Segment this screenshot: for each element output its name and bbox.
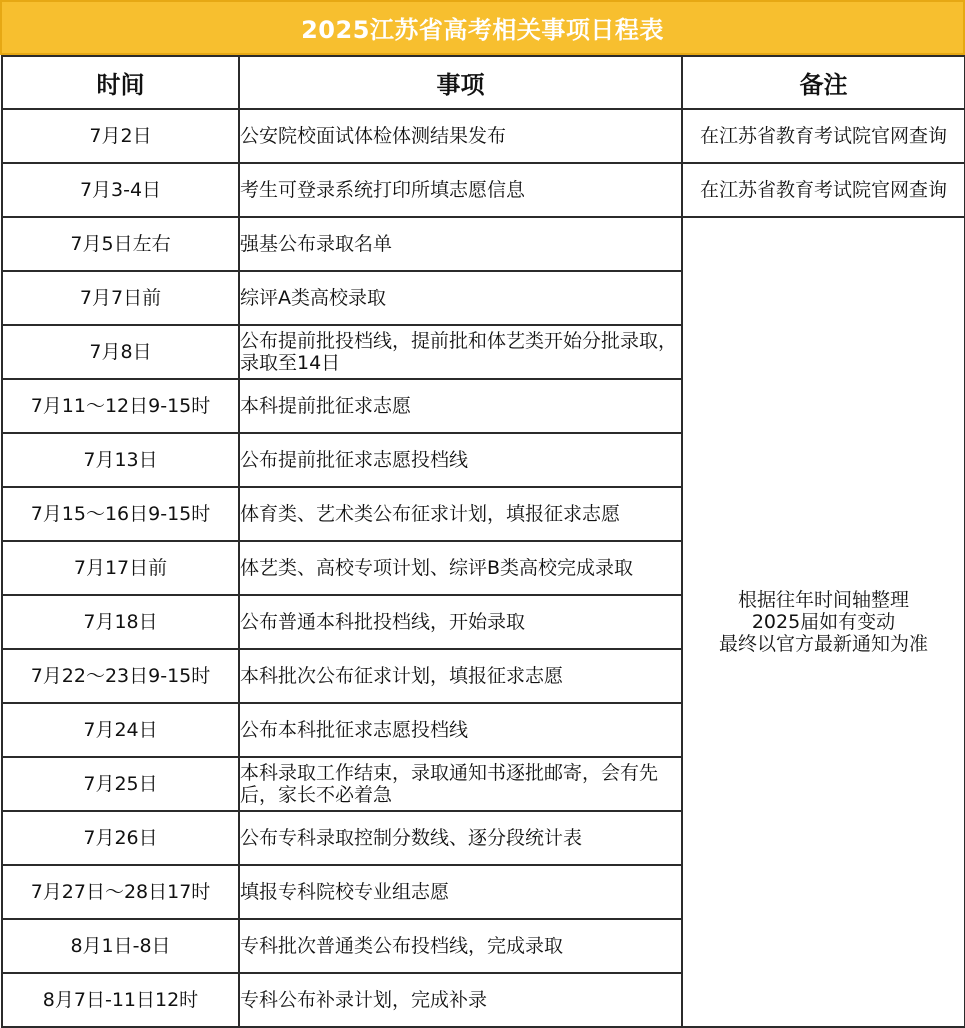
item-cell: 考生可登录系统打印所填志愿信息 xyxy=(239,163,682,217)
time-cell: 7月22～23日9-15时 xyxy=(2,649,239,703)
item-cell: 公布提前批投档线，提前批和体艺类开始分批录取，录取至14日 xyxy=(239,325,682,379)
header-row xyxy=(2,56,965,109)
item-cell: 专科公布补录计划，完成补录 xyxy=(239,973,682,1027)
time-cell: 7月24日 xyxy=(2,703,239,757)
time-cell: 7月26日 xyxy=(2,811,239,865)
time-cell: 7月11～12日9-15时 xyxy=(2,379,239,433)
time-cell: 7月13日 xyxy=(2,433,239,487)
time-cell: 7月27日～28日17时 xyxy=(2,865,239,919)
note-line: 最终以官方最新通知为准 xyxy=(718,633,928,655)
item-cell: 公安院校面试体检体测结果发布 xyxy=(239,109,682,163)
item-cell: 公布本科批征求志愿投档线 xyxy=(239,703,682,757)
header-note: 备注 xyxy=(682,56,965,109)
time-cell: 7月17日前 xyxy=(2,541,239,595)
item-cell: 公布普通本科批投档线，开始录取 xyxy=(239,595,682,649)
item-cell: 专科批次普通类公布投档线，完成录取 xyxy=(239,919,682,973)
time-cell: 7月25日 xyxy=(2,757,239,811)
time-cell: 7月5日左右 xyxy=(2,217,239,271)
item-cell: 综评A类高校录取 xyxy=(239,271,682,325)
page-title: 2025江苏省高考相关事项日程表 xyxy=(0,0,965,55)
time-cell: 7月15～16日9-15时 xyxy=(2,487,239,541)
table-row xyxy=(2,163,965,217)
note-cell: 在江苏省教育考试院官网查询 xyxy=(682,163,965,217)
merged-note-cell xyxy=(682,217,965,1027)
item-cell: 本科提前批征求志愿 xyxy=(239,379,682,433)
item-cell: 本科录取工作结束，录取通知书逐批邮寄，会有先后，家长不必着急 xyxy=(239,757,682,811)
item-cell: 强基公布录取名单 xyxy=(239,217,682,271)
time-cell: 8月1日-8日 xyxy=(2,919,239,973)
time-cell: 8月7日-11日12时 xyxy=(2,973,239,1027)
header-item: 事项 xyxy=(239,56,682,109)
item-cell: 体艺类、高校专项计划、综评B类高校完成录取 xyxy=(239,541,682,595)
item-cell: 填报专科院校专业组志愿 xyxy=(239,865,682,919)
item-cell: 体育类、艺术类公布征求计划，填报征求志愿 xyxy=(239,487,682,541)
item-cell: 本科批次公布征求计划，填报征求志愿 xyxy=(239,649,682,703)
time-cell: 7月7日前 xyxy=(2,271,239,325)
schedule-table xyxy=(1,55,965,1028)
time-cell: 7月18日 xyxy=(2,595,239,649)
table-row xyxy=(2,217,965,271)
item-cell: 公布专科录取控制分数线、逐分段统计表 xyxy=(239,811,682,865)
note-line: 2025届如有变动 xyxy=(751,611,896,633)
time-cell: 7月3-4日 xyxy=(2,163,239,217)
table-row xyxy=(2,109,965,163)
time-cell: 7月8日 xyxy=(2,325,239,379)
header-time: 时间 xyxy=(2,56,239,109)
note-line: 根据往年时间轴整理 xyxy=(737,589,909,611)
note-cell: 在江苏省教育考试院官网查询 xyxy=(682,109,965,163)
time-cell: 7月2日 xyxy=(2,109,239,163)
item-cell: 公布提前批征求志愿投档线 xyxy=(239,433,682,487)
